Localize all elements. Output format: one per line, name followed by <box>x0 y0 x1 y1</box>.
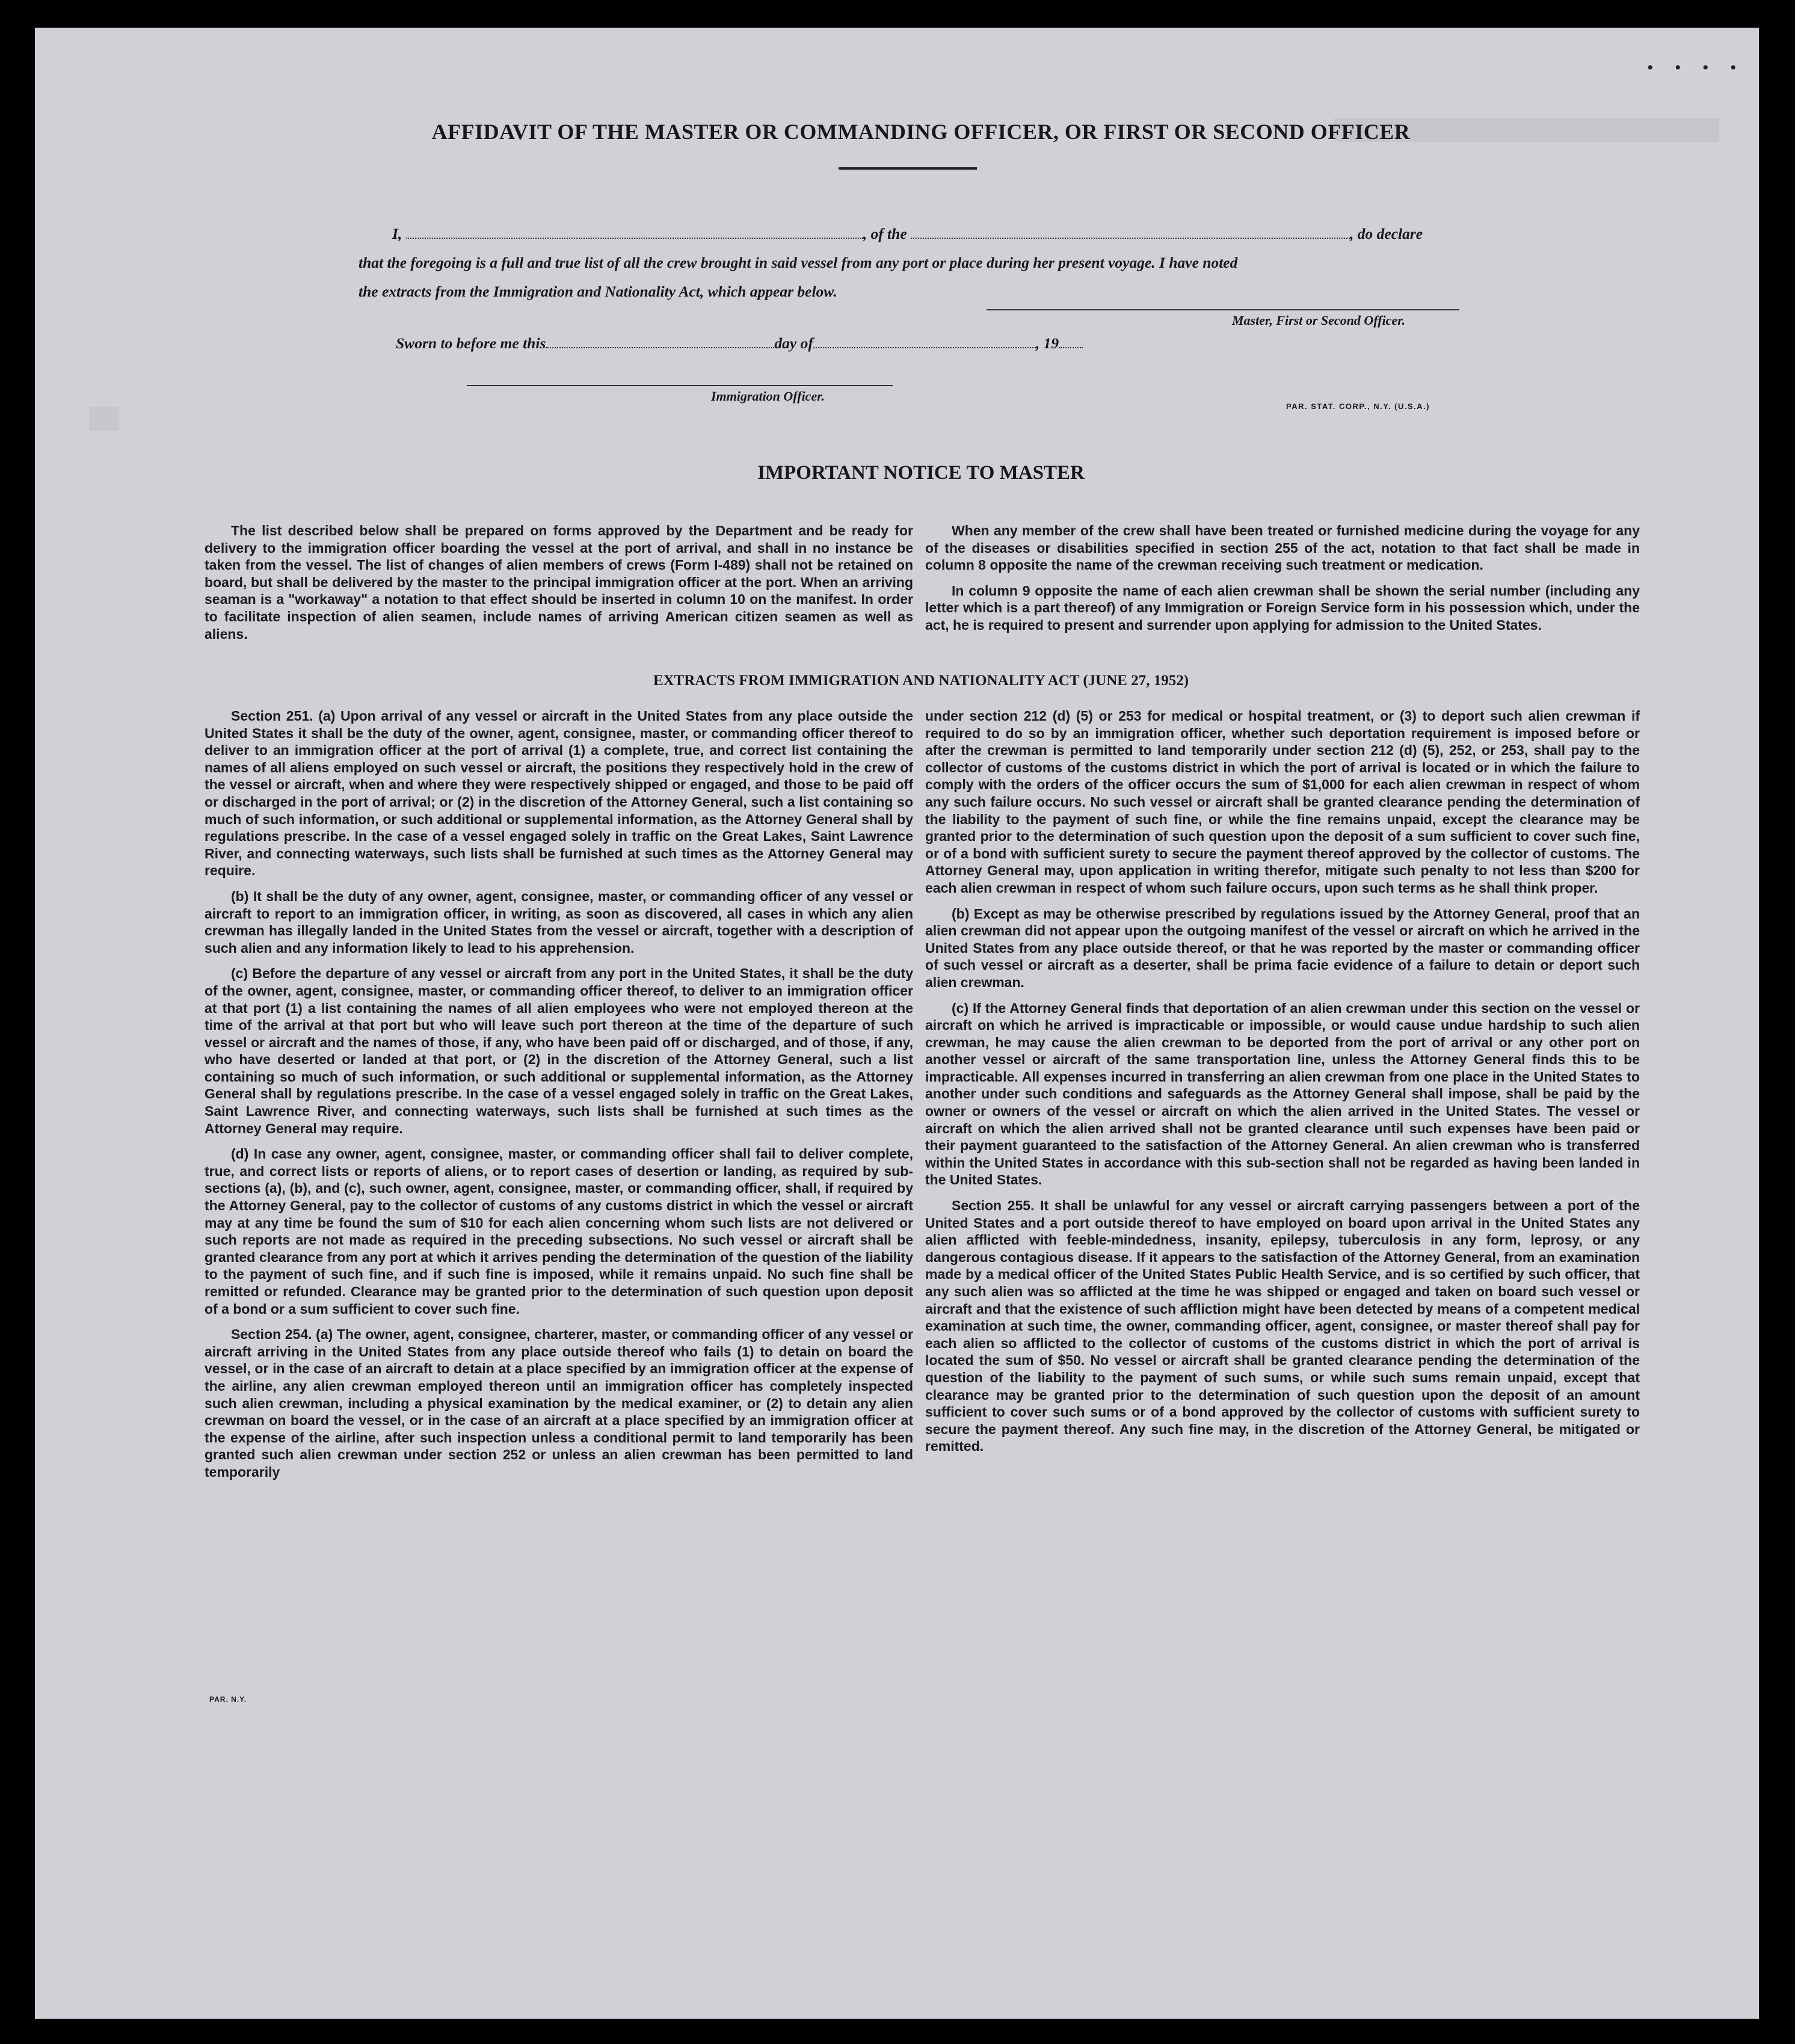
notice-right-column <box>925 522 1640 634</box>
extracts-right-column <box>925 707 1640 1455</box>
declaration-line-1 <box>392 220 1535 248</box>
officer-signature-line[interactable] <box>467 385 893 386</box>
page-title: AFFIDAVIT OF THE MASTER OR COMMANDING OFFICER, OR FIRST OR SECOND OFFICER <box>431 120 1411 144</box>
section-paragraph: Section 255. It shall be unlawful for any vessel or aircraft carrying passengers between a port of the United States and a port outside thereof to have employed on board upon arrival in the United States any alien afflicted with feeble-mindedness, insanity, epilepsy, tuberculosis in any form, leprosy, or any dangerous contagious disease. If it appears to the satisfaction of the Attorney General, from an examination made by a medical officer of the United States Public Health Service, and is so certified by such officer, that any such alien was so afflicted at the time he was shipped or engaged and taken on board such vessel or aircraft and that the existence of such affliction might have been detected by means of a competent medical examination at such time, the owner, commanding officer, agent, consignee, or master thereof shall pay for each alien so afflicted to the collector of customs of the customs district in which the port of arrival is located the sum of $50. No vessel or aircraft shall be granted clearance pending the determination of the question of the liability to the payment of such sums, or while such sums remain unpaid, except that clearance may be granted prior to the determination of such question upon the deposit of an amount sufficient to cover such sums or of a bond approved by the collector of customs with sufficient surety to secure the payment thereof. Any such fine may, in the discretion of the Attorney General, be mitigated or remitted. <box>925 1198 1640 1455</box>
of-the-label: , of the <box>863 225 907 242</box>
section-paragraph: Section 254. (a) The owner, agent, consignee, charterer, master, or commanding officer of any vessel or aircraft arriving in the United States from any place outside thereof who fails (1) to detain on board the vessel, or in the case of an aircraft to detain at a place specified by an immigration officer at the expense of the airline, any alien crewman employed thereon until an immigration officer has completely inspected such alien crewman, including a physical examination by the medical examiner, or (2) to detain any alien crewman on board the vessel, or in the case of an aircraft at a place specified by an immigration officer at the expense of the airline, after such inspection unless a conditional permit to land temporarily has been granted such alien crewman under section 252 or unless an alien crewman has been permitted to land temporarily <box>205 1326 913 1480</box>
declaration-line-3: the extracts from the Immigration and Nationality Act, which appear below. <box>359 283 837 300</box>
sworn-day-field[interactable] <box>546 330 774 348</box>
sworn-label: Sworn to before me this <box>396 334 546 352</box>
notice-paragraph: In column 9 opposite the name of each alien crewman shall be shown the serial number (including any letter which is a part thereof) of any Immigration or Foreign Service form in his possession which, under the act, he is required to present and surrender upon applying for admission to the United States. <box>925 582 1640 633</box>
notice-title: IMPORTANT NOTICE TO MASTER <box>757 462 1085 484</box>
section-paragraph: under section 212 (d) (5) or 253 for medical or hospital treatment, or (3) to deport such alien crewman if required to do so by an immigration officer, whether such deportation requirement is imposed before or after the crewman is permitted to land temporarily under section 212 (d) (5), 252, or 253, shall pay to the collector of customs of the customs district in which the port of arrival is located or in which the failure to comply with the orders of the officer occurs the sum of $1,000 for each alien crewman in respect of whom any such failure occurs. No such vessel or aircraft shall be granted clearance pending the determination of the liability to the payment of such fine, or while the fine remains unpaid, except the clearance may be granted prior to the determination of such question upon the deposit of a sum sufficient to cover such fine, or of a bond with sufficient surety to secure the payment thereof approved by the collector of customs. The Attorney General may, upon application in writing therefor, mitigate such penalty to not less than $200 for each alien crewman in respect of whom such failure occurs, upon such terms as he shall think proper. <box>925 708 1640 896</box>
section-paragraph: (d) In case any owner, agent, consignee, master, or commanding officer shall fail to deliver complete, true, and correct lists or reports of aliens, or to report cases of desertion or landing, as required by sub-sections (a), (b), and (c), such owner, agent, consignee, master, or commanding officer, shall, if required by the Attorney General, pay to the collector of customs of any customs district in which the vessel or aircraft may at any time be found the sum of $10 for each alien concerning whom such lists are not delivered or such reports are not made as required in the preceding subsections. No such vessel or aircraft shall be granted clearance from any port at which it arrives pending the determination of the question of the liability to the payment of such fine, and if such fine is imposed, while it remains unpaid. No such fine shall be remitted or refunded. Clearance may be granted prior to the determination of such question upon deposit of a bond or a sum sufficient to cover such fine. <box>205 1146 913 1317</box>
sworn-line <box>396 330 1238 357</box>
section-paragraph: Section 251. (a) Upon arrival of any vessel or aircraft in the United States from any place outside the United States it shall be the duty of the owner, agent, consignee, master, or commanding officer thereof to deliver to an immigration officer at the port of arrival (1) a complete, true, and correct list containing the names of all aliens employed on such vessel or aircraft, the positions they respectively hold in the crew of the vessel or aircraft, when and where they were respectively shipped or engaged, and those to be paid off or discharged in the port of arrival; or (2) in the discretion of the Attorney General, such a list containing so much of such information, or such additional or supplemental information, as the Attorney General shall by regulations prescribe. In the case of a vessel engaged solely in traffic on the Great Lakes, Saint Lawrence River, and connecting waterways, such lists shall be furnished at such times as the Attorney General may require. <box>205 708 913 879</box>
corner-mark: • • • • <box>1647 58 1745 78</box>
extracts-left-column <box>205 707 913 1481</box>
declarant-name-field[interactable] <box>406 221 863 239</box>
notice-left-column <box>205 522 913 642</box>
title-divider <box>839 167 977 170</box>
extracts-title: EXTRACTS FROM IMMIGRATION AND NATIONALITY ACT (JUNE 27, 1952) <box>653 673 1189 689</box>
year-label: , 19 <box>1035 334 1059 352</box>
master-signature-label: Master, First or Second Officer. <box>1232 313 1406 328</box>
day-of-label: day of <box>774 334 813 352</box>
document-page <box>35 28 1759 2019</box>
printer-mark: PAR. STAT. CORP., N.Y. (U.S.A.) <box>1286 402 1430 411</box>
notice-paragraph: When any member of the crew shall have been treated or furnished medicine during the voyage for any of the diseases or disabilities specified in section 255 of the act, notation to that fact shall be made in column 8 opposite the name of the crewman receiving such treatment or medication. <box>925 523 1640 573</box>
vessel-name-field[interactable] <box>911 221 1350 239</box>
declaration-line-2: that the foregoing is a full and true list of all the crew brought in said vessel from any port or place during her present voyage. I have noted <box>359 254 1238 271</box>
section-paragraph: (c) Before the departure of any vessel or aircraft from any port in the United States, it shall be the duty of the owner, agent, consignee, master, or commanding officer thereof, to deliver to an immigration officer at that port (1) a list containing the names of all alien employees who were not employed thereon at the time of the arrival at that port but who will leave such port thereon at the time of the departure of such vessel or aircraft and the names of those, if any, who have been paid off or discharged, and of those, if any, who have deserted or landed at that port, or (2) in the discretion of the Attorney General, such a list containing so much of such information, or such additional or supplemental information, as the Attorney General shall by regulations prescribe. In the case of a vessel engaged solely in traffic on the Great Lakes, Saint Lawrence River, and connecting waterways, such lists shall be furnished at such times as the Attorney General may require. <box>205 965 913 1136</box>
notice-paragraph: The list described below shall be prepared on forms approved by the Department and be ready for delivery to the immigration officer boarding the vessel at the port of arrival, and shall in no instance be taken from the vessel. The list of changes of alien members of crews (Form I-489) shall not be retained on board, but shall be delivered by the master to the principal immigration officer at the port. When an arriving seaman is a "workaway" a notation to that effect should be inserted in column 10 on the manifest. In order to facilitate inspection of alien seamen, include names of arriving American citizen seamen as well as aliens. <box>205 523 913 642</box>
section-paragraph: (c) If the Attorney General finds that deportation of an alien crewman under this section on the vessel or aircraft on which he arrived is impracticable or impossible, or would cause undue hardship to such alien crewman, he may cause the alien crewman to be deported from the port of arrival or any other port on another vessel or aircraft of the same transportation line, unless the Attorney General finds this to be impracticable. All expenses incurred in transferring an alien crewman from one place in the United States to another under such conditions and safeguards as the Attorney General shall impose, shall be paid by the owner or owners of the vessel or aircraft on which the alien arrived in the United States. The vessel or aircraft on which the alien arrived shall not be granted clearance until such expenses have been paid or their payment guaranteed to the satisfaction of the Attorney General. An alien crewman who is transferred within the United States in accordance with this sub-section shall not be regarded as having been landed in the United States. <box>925 1000 1640 1188</box>
declarant-prefix: I, <box>392 225 402 242</box>
officer-signature-label: Immigration Officer. <box>711 389 825 404</box>
bleed-through-mark <box>89 407 119 431</box>
sworn-month-field[interactable] <box>813 330 1036 348</box>
do-declare-label: , do declare <box>1350 225 1423 242</box>
section-paragraph: (b) Except as may be otherwise prescribed by regulations issued by the Attorney General, proof that an alien crewman did not appear upon the outgoing manifest of the vessel or aircraft on which he arrived in the United States from any place outside thereof, or that he was reported by the master or commanding officer of such vessel or aircraft as a deserter, shall be prima facie evidence of a failure to detain or deport such alien crewman. <box>925 905 1640 990</box>
master-signature-line[interactable] <box>987 309 1459 310</box>
footer-printer-mark: PAR. N.Y. <box>209 1695 247 1704</box>
sworn-year-field[interactable] <box>1059 330 1083 348</box>
section-paragraph: (b) It shall be the duty of any owner, agent, consignee, master, or commanding officer of any vessel or aircraft to report to an immigration officer, in writing, as soon as discovered, all cases in which any alien crewman has illegally landed in the United States from the vessel or aircraft, together with a description of such alien and any information likely to lead to his apprehension. <box>205 888 913 956</box>
